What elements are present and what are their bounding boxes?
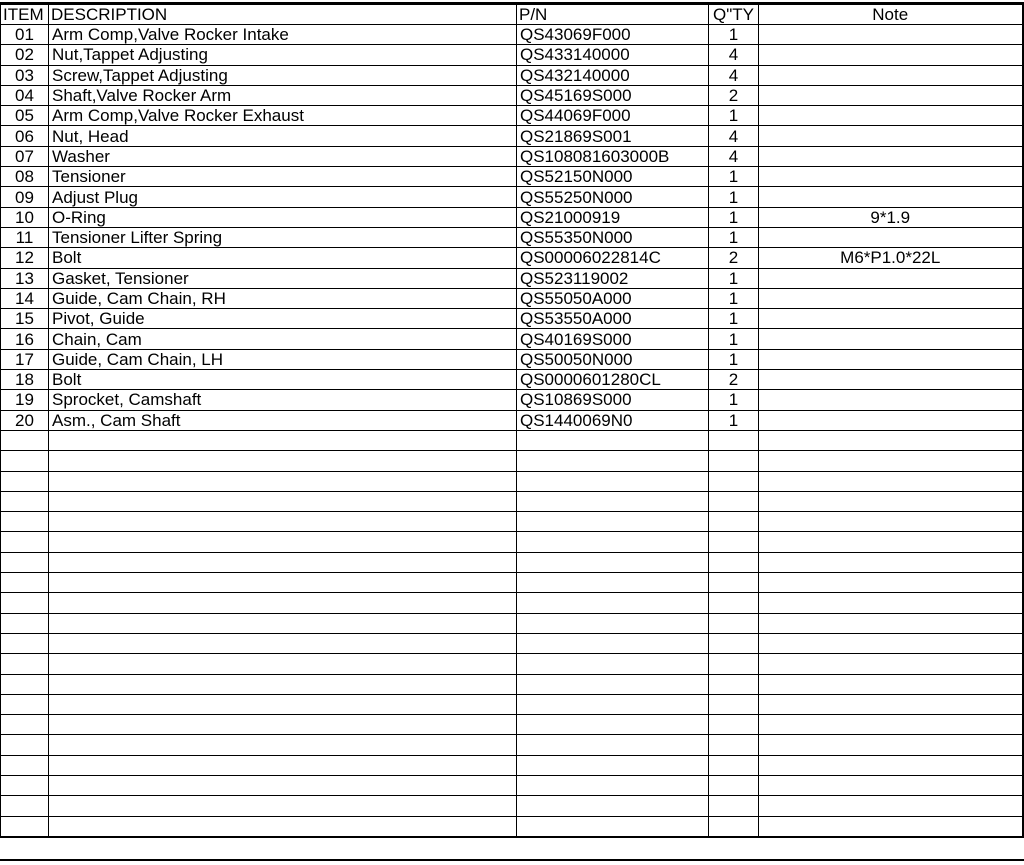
cell-description: Guide, Cam Chain, LH	[49, 349, 517, 369]
cell-item	[1, 674, 49, 694]
table-row	[1, 65, 1023, 85]
cell-part-number: QS523119002	[517, 268, 709, 288]
cell-note	[759, 613, 1023, 633]
cell-part-number	[517, 715, 709, 735]
cell-description: Arm Comp,Valve Rocker Intake	[49, 25, 517, 45]
cell-part-number: QS21869S001	[517, 126, 709, 146]
cell-part-number: QS55250N000	[517, 187, 709, 207]
cell-quantity: 1	[709, 227, 759, 247]
table-row	[1, 45, 1023, 65]
cell-note	[759, 471, 1023, 491]
cell-note	[759, 410, 1023, 430]
cell-description	[49, 674, 517, 694]
header-item: ITEM	[1, 4, 49, 25]
cell-quantity: 1	[709, 207, 759, 227]
cell-part-number: QS52150N000	[517, 167, 709, 187]
cell-note	[759, 451, 1023, 471]
cell-item: 03	[1, 65, 49, 85]
cell-quantity: 4	[709, 45, 759, 65]
table-row	[1, 329, 1023, 349]
empty-table-row	[1, 674, 1023, 694]
cell-description	[49, 430, 517, 450]
cell-item	[1, 694, 49, 714]
cell-item: 04	[1, 85, 49, 105]
cell-note	[759, 268, 1023, 288]
cell-item	[1, 755, 49, 775]
cell-description: Tensioner Lifter Spring	[49, 227, 517, 247]
header-quantity: Q"TY	[709, 4, 759, 25]
cell-description: Pivot, Guide	[49, 309, 517, 329]
cell-part-number: QS10869S000	[517, 390, 709, 410]
cell-quantity	[709, 552, 759, 572]
cell-note	[759, 106, 1023, 126]
header-description: DESCRIPTION	[49, 4, 517, 25]
table-row	[1, 248, 1023, 268]
cell-item: 01	[1, 25, 49, 45]
header-row	[1, 4, 1023, 25]
cell-quantity	[709, 512, 759, 532]
cell-description	[49, 796, 517, 816]
cell-quantity: 2	[709, 248, 759, 268]
cell-quantity: 1	[709, 329, 759, 349]
cell-description	[49, 694, 517, 714]
cell-description: Arm Comp,Valve Rocker Exhaust	[49, 106, 517, 126]
cell-description: Nut,Tappet Adjusting	[49, 45, 517, 65]
cell-note	[759, 85, 1023, 105]
cell-note	[759, 370, 1023, 390]
cell-note	[759, 25, 1023, 45]
cell-note	[759, 227, 1023, 247]
cell-quantity	[709, 593, 759, 613]
cell-note: 9*1.9	[759, 207, 1023, 227]
empty-table-row	[1, 512, 1023, 532]
cell-note	[759, 45, 1023, 65]
cell-description	[49, 532, 517, 552]
cell-part-number	[517, 674, 709, 694]
cell-note	[759, 126, 1023, 146]
cell-note	[759, 65, 1023, 85]
cell-description	[49, 491, 517, 511]
cell-quantity	[709, 796, 759, 816]
cell-note	[759, 552, 1023, 572]
table-row	[1, 268, 1023, 288]
table-row	[1, 309, 1023, 329]
cell-quantity: 4	[709, 146, 759, 166]
empty-table-row	[1, 735, 1023, 755]
cell-item: 18	[1, 370, 49, 390]
cell-quantity: 1	[709, 309, 759, 329]
empty-table-row	[1, 491, 1023, 511]
cell-part-number	[517, 430, 709, 450]
cell-part-number: QS108081603000B	[517, 146, 709, 166]
cell-part-number	[517, 654, 709, 674]
cell-description: Shaft,Valve Rocker Arm	[49, 85, 517, 105]
table-row	[1, 349, 1023, 369]
cell-item: 16	[1, 329, 49, 349]
table-row	[1, 410, 1023, 430]
cell-quantity	[709, 532, 759, 552]
cell-item: 09	[1, 187, 49, 207]
table-row	[1, 126, 1023, 146]
table-row	[1, 207, 1023, 227]
cell-description	[49, 775, 517, 795]
empty-table-row	[1, 532, 1023, 552]
cell-item: 14	[1, 288, 49, 308]
cell-note	[759, 694, 1023, 714]
cell-part-number: QS432140000	[517, 65, 709, 85]
cell-description: Gasket, Tensioner	[49, 268, 517, 288]
cell-description: Adjust Plug	[49, 187, 517, 207]
cell-part-number	[517, 816, 709, 837]
cell-part-number: QS43069F000	[517, 25, 709, 45]
cell-item: 07	[1, 146, 49, 166]
cell-quantity: 4	[709, 126, 759, 146]
cell-item: 10	[1, 207, 49, 227]
cell-note	[759, 329, 1023, 349]
cell-item	[1, 471, 49, 491]
empty-table-row	[1, 430, 1023, 450]
cell-description	[49, 633, 517, 653]
empty-table-row	[1, 471, 1023, 491]
cell-part-number	[517, 775, 709, 795]
cell-part-number	[517, 532, 709, 552]
table-row	[1, 146, 1023, 166]
cell-description	[49, 593, 517, 613]
cell-quantity: 1	[709, 106, 759, 126]
cell-quantity: 4	[709, 65, 759, 85]
cell-item: 17	[1, 349, 49, 369]
cell-part-number: QS53550A000	[517, 309, 709, 329]
cell-description: Tensioner	[49, 167, 517, 187]
cell-part-number: QS21000919	[517, 207, 709, 227]
cell-part-number: QS433140000	[517, 45, 709, 65]
cell-note	[759, 146, 1023, 166]
cell-quantity: 1	[709, 167, 759, 187]
header-part-number: P/N	[517, 4, 709, 25]
empty-table-row	[1, 451, 1023, 471]
cell-note	[759, 755, 1023, 775]
table-row	[1, 187, 1023, 207]
cell-note	[759, 796, 1023, 816]
empty-table-row	[1, 755, 1023, 775]
cell-item: 08	[1, 167, 49, 187]
cell-part-number	[517, 735, 709, 755]
cell-part-number: QS1440069N0	[517, 410, 709, 430]
cell-note	[759, 715, 1023, 735]
cell-description	[49, 755, 517, 775]
parts-table	[0, 2, 1024, 838]
table-row	[1, 167, 1023, 187]
cell-quantity	[709, 471, 759, 491]
cell-note	[759, 573, 1023, 593]
cell-item: 02	[1, 45, 49, 65]
cell-quantity	[709, 613, 759, 633]
cell-description: Washer	[49, 146, 517, 166]
cell-quantity	[709, 735, 759, 755]
parts-body	[1, 25, 1023, 837]
table-row	[1, 288, 1023, 308]
cell-quantity: 2	[709, 370, 759, 390]
empty-table-row	[1, 654, 1023, 674]
cell-note	[759, 816, 1023, 837]
empty-table-row	[1, 613, 1023, 633]
empty-table-row	[1, 796, 1023, 816]
table-row	[1, 227, 1023, 247]
cell-description	[49, 613, 517, 633]
cell-part-number	[517, 491, 709, 511]
cell-item: 15	[1, 309, 49, 329]
cell-description: Screw,Tappet Adjusting	[49, 65, 517, 85]
cell-note	[759, 674, 1023, 694]
cell-part-number	[517, 512, 709, 532]
cell-part-number	[517, 633, 709, 653]
cell-part-number: QS0000601280CL	[517, 370, 709, 390]
cell-description	[49, 654, 517, 674]
cell-item: 20	[1, 410, 49, 430]
cell-description: Chain, Cam	[49, 329, 517, 349]
cell-part-number: QS45169S000	[517, 85, 709, 105]
cell-description: Guide, Cam Chain, RH	[49, 288, 517, 308]
cell-item	[1, 512, 49, 532]
cell-description	[49, 512, 517, 532]
bottom-rule	[0, 859, 1024, 861]
cell-quantity: 1	[709, 187, 759, 207]
cell-quantity	[709, 755, 759, 775]
table-row	[1, 25, 1023, 45]
cell-quantity: 1	[709, 25, 759, 45]
cell-item: 13	[1, 268, 49, 288]
cell-item: 05	[1, 106, 49, 126]
cell-description	[49, 816, 517, 837]
cell-description: Bolt	[49, 370, 517, 390]
cell-item	[1, 633, 49, 653]
cell-part-number	[517, 471, 709, 491]
cell-description	[49, 715, 517, 735]
table-row	[1, 106, 1023, 126]
empty-table-row	[1, 715, 1023, 735]
cell-description	[49, 573, 517, 593]
cell-part-number	[517, 451, 709, 471]
cell-quantity: 1	[709, 349, 759, 369]
table-row	[1, 85, 1023, 105]
empty-table-row	[1, 593, 1023, 613]
empty-table-row	[1, 694, 1023, 714]
cell-note	[759, 430, 1023, 450]
cell-description: Bolt	[49, 248, 517, 268]
cell-quantity	[709, 816, 759, 837]
cell-quantity: 1	[709, 410, 759, 430]
cell-description	[49, 471, 517, 491]
cell-note	[759, 654, 1023, 674]
cell-item	[1, 715, 49, 735]
cell-quantity	[709, 430, 759, 450]
cell-note	[759, 349, 1023, 369]
cell-quantity	[709, 715, 759, 735]
cell-quantity	[709, 451, 759, 471]
cell-item: 11	[1, 227, 49, 247]
cell-part-number	[517, 755, 709, 775]
cell-quantity: 1	[709, 288, 759, 308]
cell-item	[1, 775, 49, 795]
cell-item: 06	[1, 126, 49, 146]
cell-note	[759, 187, 1023, 207]
cell-part-number: QS50050N000	[517, 349, 709, 369]
cell-part-number: QS44069F000	[517, 106, 709, 126]
cell-note	[759, 735, 1023, 755]
table-row	[1, 370, 1023, 390]
cell-quantity	[709, 491, 759, 511]
cell-item	[1, 796, 49, 816]
table-row	[1, 390, 1023, 410]
cell-quantity	[709, 775, 759, 795]
cell-item	[1, 430, 49, 450]
cell-item	[1, 451, 49, 471]
cell-note	[759, 775, 1023, 795]
cell-quantity	[709, 633, 759, 653]
cell-description: Nut, Head	[49, 126, 517, 146]
cell-part-number	[517, 573, 709, 593]
empty-table-row	[1, 633, 1023, 653]
cell-part-number: QS55050A000	[517, 288, 709, 308]
empty-table-row	[1, 573, 1023, 593]
cell-note	[759, 512, 1023, 532]
cell-item: 12	[1, 248, 49, 268]
cell-note	[759, 288, 1023, 308]
cell-part-number: QS00006022814C	[517, 248, 709, 268]
cell-part-number	[517, 796, 709, 816]
cell-note	[759, 633, 1023, 653]
cell-quantity: 1	[709, 268, 759, 288]
cell-note	[759, 491, 1023, 511]
cell-quantity	[709, 674, 759, 694]
cell-part-number	[517, 552, 709, 572]
cell-part-number: QS40169S000	[517, 329, 709, 349]
cell-item	[1, 532, 49, 552]
cell-item	[1, 491, 49, 511]
cell-part-number: QS55350N000	[517, 227, 709, 247]
cell-quantity: 2	[709, 85, 759, 105]
empty-table-row	[1, 816, 1023, 837]
cell-quantity: 1	[709, 390, 759, 410]
header-note: Note	[759, 4, 1023, 25]
cell-item	[1, 573, 49, 593]
cell-note	[759, 390, 1023, 410]
cell-description: Sprocket, Camshaft	[49, 390, 517, 410]
cell-note	[759, 309, 1023, 329]
cell-item	[1, 552, 49, 572]
cell-quantity	[709, 694, 759, 714]
cell-part-number	[517, 694, 709, 714]
cell-description: O-Ring	[49, 207, 517, 227]
cell-item	[1, 593, 49, 613]
cell-part-number	[517, 613, 709, 633]
cell-description	[49, 735, 517, 755]
cell-description	[49, 451, 517, 471]
cell-note: M6*P1.0*22L	[759, 248, 1023, 268]
cell-note	[759, 532, 1023, 552]
cell-item	[1, 654, 49, 674]
cell-item	[1, 613, 49, 633]
cell-note	[759, 167, 1023, 187]
cell-item: 19	[1, 390, 49, 410]
cell-item	[1, 816, 49, 837]
cell-note	[759, 593, 1023, 613]
cell-description: Asm., Cam Shaft	[49, 410, 517, 430]
empty-table-row	[1, 552, 1023, 572]
cell-quantity	[709, 573, 759, 593]
cell-description	[49, 552, 517, 572]
cell-quantity	[709, 654, 759, 674]
empty-table-row	[1, 775, 1023, 795]
cell-part-number	[517, 593, 709, 613]
cell-item	[1, 735, 49, 755]
